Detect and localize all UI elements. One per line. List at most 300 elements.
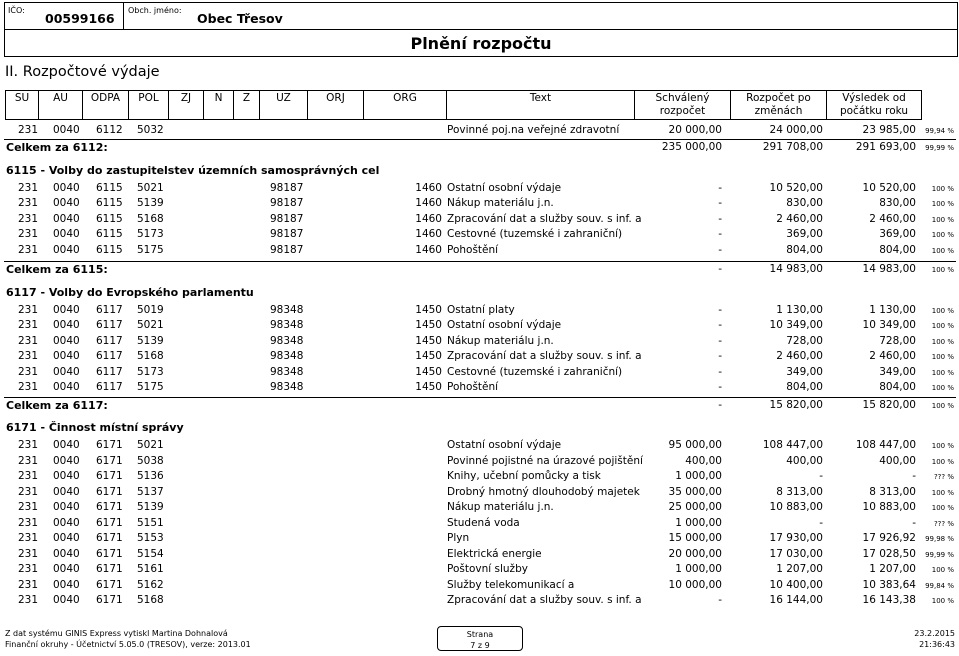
cell-uz: 98348 [270, 335, 304, 347]
table-row [0, 562, 959, 577]
cell-su: 231 [18, 244, 39, 256]
total-schvaleny: - [718, 399, 722, 411]
cell-vysledek: 349,00 [879, 366, 916, 378]
cell-po-zmenach: 804,00 [786, 244, 823, 256]
cell-au: 0040 [53, 228, 80, 240]
total-percent: 100 % [931, 266, 954, 274]
cell-au: 0040 [53, 548, 80, 560]
cell-odpa: 6112 [96, 124, 123, 136]
obec-label: Obch. jméno: [128, 6, 182, 15]
cell-org: 1450 [415, 304, 442, 316]
group-title: 6115 - Volby do zastupitelstev územních samosprávných cel [6, 164, 380, 177]
cell-vysledek: 830,00 [879, 197, 916, 209]
cell-pol: 5153 [137, 532, 164, 544]
cell-text: Povinné poj.na veřejné zdravotní [447, 124, 620, 136]
cell-odpa: 6171 [96, 532, 123, 544]
total-label: Celkem za 6117: [6, 399, 108, 412]
cell-org: 1460 [415, 197, 442, 209]
cell-odpa: 6115 [96, 244, 123, 256]
cell-uz: 98187 [270, 244, 304, 256]
cell-schvaleny: 20 000,00 [668, 548, 722, 560]
cell-text: Elektrická energie [447, 548, 542, 560]
cell-su: 231 [18, 517, 39, 529]
page-value: 7 z 9 [470, 641, 490, 650]
total-label: Celkem za 6112: [6, 141, 108, 154]
cell-au: 0040 [53, 455, 80, 467]
table-row [0, 212, 959, 227]
cell-au: 0040 [53, 366, 80, 378]
cell-odpa: 6117 [96, 350, 123, 362]
cell-po-zmenach: - [819, 470, 823, 482]
cell-su: 231 [18, 213, 39, 225]
cell-percent: 100 % [931, 247, 954, 255]
col-zj: ZJ [169, 91, 204, 119]
footer-right [914, 628, 955, 650]
page-footer [0, 624, 959, 656]
cell-percent: 99,94 % [925, 127, 954, 135]
cell-percent: 100 % [931, 338, 954, 346]
cell-po-zmenach: 728,00 [786, 335, 823, 347]
table-row [0, 454, 959, 469]
cell-su: 231 [18, 197, 39, 209]
table-row [0, 500, 959, 515]
cell-uz: 98348 [270, 366, 304, 378]
cell-po-zmenach: 2 460,00 [776, 350, 823, 362]
cell-au: 0040 [53, 304, 80, 316]
col-z: Z [234, 91, 260, 119]
cell-schvaleny: 1 000,00 [675, 563, 722, 575]
cell-po-zmenach: 10 349,00 [769, 319, 823, 331]
cell-text: Služby telekomunikací a [447, 579, 575, 591]
footer-printed-by: Z dat systému GINIS Express vytiskl Martina Dohnalová [5, 629, 228, 638]
footer-system-version: Finanční okruhy - Účetnictví 5.05.0 (TRESOV), verze: 2013.01 [5, 640, 251, 649]
total-po-zmenach: 15 820,00 [769, 399, 823, 411]
table-row [0, 243, 959, 258]
cell-pol: 5019 [137, 304, 164, 316]
cell-uz: 98348 [270, 381, 304, 393]
cell-schvaleny: 15 000,00 [668, 532, 722, 544]
cell-schvaleny: - [718, 366, 722, 378]
cell-su: 231 [18, 501, 39, 513]
table-row [0, 547, 959, 562]
cell-odpa: 6115 [96, 228, 123, 240]
cell-vysledek: 1 207,00 [869, 563, 916, 575]
col-au: AU [39, 91, 83, 119]
cell-org: 1460 [415, 228, 442, 240]
cell-uz: 98348 [270, 304, 304, 316]
cell-pol: 5154 [137, 548, 164, 560]
cell-au: 0040 [53, 182, 80, 194]
table-row [0, 531, 959, 546]
cell-au: 0040 [53, 335, 80, 347]
cell-text: Zpracování dat a služby souv. s inf. a [447, 594, 642, 606]
cell-pol: 5175 [137, 244, 164, 256]
cell-au: 0040 [53, 501, 80, 513]
cell-schvaleny: - [718, 304, 722, 316]
cell-org: 1460 [415, 182, 442, 194]
total-vysledek: 15 820,00 [862, 399, 916, 411]
cell-vysledek: 400,00 [879, 455, 916, 467]
cell-percent: 100 % [931, 442, 954, 450]
cell-pol: 5168 [137, 594, 164, 606]
cell-po-zmenach: 1 130,00 [776, 304, 823, 316]
cell-po-zmenach: 17 930,00 [769, 532, 823, 544]
cell-org: 1450 [415, 366, 442, 378]
cell-odpa: 6171 [96, 517, 123, 529]
total-vysledek: 14 983,00 [862, 263, 916, 275]
cell-odpa: 6171 [96, 439, 123, 451]
cell-su: 231 [18, 439, 39, 451]
cell-po-zmenach: 369,00 [786, 228, 823, 240]
cell-schvaleny: 95 000,00 [668, 439, 722, 451]
cell-pol: 5162 [137, 579, 164, 591]
cell-vysledek: 804,00 [879, 381, 916, 393]
cell-text: Nákup materiálu j.n. [447, 501, 554, 513]
cell-au: 0040 [53, 197, 80, 209]
total-percent: 99,99 % [925, 144, 954, 152]
cell-po-zmenach: 108 447,00 [762, 439, 823, 451]
cell-schvaleny: - [718, 319, 722, 331]
cell-po-zmenach: 1 207,00 [776, 563, 823, 575]
cell-text: Knihy, učební pomůcky a tisk [447, 470, 601, 482]
cell-vysledek: 728,00 [879, 335, 916, 347]
col-schvaleny: Schválený rozpočet [635, 91, 731, 119]
cell-text: Povinné pojistné na úrazové pojištění [447, 455, 643, 467]
cell-vysledek: 16 143,38 [862, 594, 916, 606]
total-schvaleny: 235 000,00 [661, 141, 722, 153]
cell-schvaleny: - [718, 213, 722, 225]
cell-au: 0040 [53, 244, 80, 256]
table-row [0, 303, 959, 318]
col-su: SU [6, 91, 39, 119]
table-row [0, 593, 959, 608]
cell-au: 0040 [53, 579, 80, 591]
report-title-box [4, 29, 958, 57]
cell-percent: 100 % [931, 384, 954, 392]
cell-text: Cestovné (tuzemské i zahraniční) [447, 228, 623, 240]
cell-schvaleny: 25 000,00 [668, 501, 722, 513]
table-row [0, 196, 959, 211]
cell-schvaleny: 35 000,00 [668, 486, 722, 498]
cell-vysledek: 17 028,50 [862, 548, 916, 560]
cell-au: 0040 [53, 350, 80, 362]
table-row [0, 318, 959, 333]
cell-vysledek: 17 926,92 [862, 532, 916, 544]
cell-percent: 100 % [931, 504, 954, 512]
cell-vysledek: 10 383,64 [862, 579, 916, 591]
cell-odpa: 6171 [96, 470, 123, 482]
cell-vysledek: 10 520,00 [862, 182, 916, 194]
col-org: ORG [364, 91, 447, 119]
cell-su: 231 [18, 335, 39, 347]
cell-text: Cestovné (tuzemské i zahraniční) [447, 366, 623, 378]
table-row [0, 181, 959, 196]
cell-su: 231 [18, 350, 39, 362]
cell-org: 1450 [415, 319, 442, 331]
cell-po-zmenach: 16 144,00 [769, 594, 823, 606]
cell-po-zmenach: 24 000,00 [769, 124, 823, 136]
cell-schvaleny: - [718, 335, 722, 347]
table-row [0, 469, 959, 484]
cell-odpa: 6171 [96, 563, 123, 575]
section-title: II. Rozpočtové výdaje [5, 64, 160, 80]
cell-text: Zpracování dat a služby souv. s inf. a [447, 213, 642, 225]
total-po-zmenach: 291 708,00 [762, 141, 823, 153]
cell-pol: 5137 [137, 486, 164, 498]
cell-su: 231 [18, 366, 39, 378]
cell-su: 231 [18, 455, 39, 467]
cell-vysledek: 23 985,00 [862, 124, 916, 136]
cell-uz: 98348 [270, 350, 304, 362]
cell-au: 0040 [53, 319, 80, 331]
ico-value: 00599166 [45, 11, 115, 26]
cell-schvaleny: 10 000,00 [668, 579, 722, 591]
col-n: N [204, 91, 234, 119]
cell-odpa: 6115 [96, 182, 123, 194]
cell-po-zmenach: 400,00 [786, 455, 823, 467]
total-schvaleny: - [718, 263, 722, 275]
col-vysledek: Výsledek od počátku roku [839, 92, 909, 117]
col-orj: ORJ [308, 91, 364, 119]
cell-uz: 98348 [270, 319, 304, 331]
cell-pol: 5139 [137, 501, 164, 513]
cell-percent: ??? % [933, 520, 954, 528]
table-row [0, 334, 959, 349]
total-percent: 100 % [931, 402, 954, 410]
cell-schvaleny: - [718, 381, 722, 393]
cell-text: Zpracování dat a služby souv. s inf. a [447, 350, 642, 362]
total-vysledek: 291 693,00 [855, 141, 916, 153]
cell-vysledek: 1 130,00 [869, 304, 916, 316]
cell-odpa: 6117 [96, 381, 123, 393]
col-pol: POL [129, 91, 169, 119]
cell-odpa: 6171 [96, 548, 123, 560]
cell-su: 231 [18, 594, 39, 606]
cell-odpa: 6171 [96, 579, 123, 591]
cell-pol: 5021 [137, 319, 164, 331]
cell-su: 231 [18, 228, 39, 240]
cell-odpa: 6117 [96, 335, 123, 347]
cell-au: 0040 [53, 439, 80, 451]
cell-po-zmenach: - [819, 517, 823, 529]
cell-odpa: 6117 [96, 304, 123, 316]
table-row [0, 365, 959, 380]
col-odpa: ODPA [83, 91, 129, 119]
cell-percent: 100 % [931, 322, 954, 330]
cell-vysledek: 10 349,00 [862, 319, 916, 331]
cell-po-zmenach: 349,00 [786, 366, 823, 378]
cell-odpa: 6117 [96, 366, 123, 378]
cell-vysledek: 2 460,00 [869, 213, 916, 225]
cell-percent: 99,84 % [925, 582, 954, 590]
total-row [4, 261, 956, 277]
cell-org: 1450 [415, 381, 442, 393]
cell-percent: 100 % [931, 307, 954, 315]
cell-schvaleny: 400,00 [685, 455, 722, 467]
group-title: 6117 - Volby do Evropského parlamentu [6, 286, 254, 299]
cell-schvaleny: 20 000,00 [668, 124, 722, 136]
cell-vysledek: 369,00 [879, 228, 916, 240]
cell-su: 231 [18, 532, 39, 544]
col-uz: UZ [260, 91, 308, 119]
cell-au: 0040 [53, 381, 80, 393]
cell-percent: 100 % [931, 369, 954, 377]
cell-uz: 98187 [270, 228, 304, 240]
cell-org: 1460 [415, 244, 442, 256]
cell-text: Nákup materiálu j.n. [447, 197, 554, 209]
table-row [0, 438, 959, 453]
cell-text: Ostatní osobní výdaje [447, 319, 562, 331]
cell-au: 0040 [53, 486, 80, 498]
cell-text: Poštovní služby [447, 563, 528, 575]
cell-vysledek: - [912, 517, 916, 529]
cell-au: 0040 [53, 470, 80, 482]
table-row [0, 516, 959, 531]
cell-schvaleny: 1 000,00 [675, 517, 722, 529]
cell-text: Plyn [447, 532, 470, 544]
report-header [4, 2, 958, 30]
cell-schvaleny: - [718, 244, 722, 256]
cell-su: 231 [18, 486, 39, 498]
table-row [0, 227, 959, 242]
cell-vysledek: 2 460,00 [869, 350, 916, 362]
cell-percent: 100 % [931, 458, 954, 466]
print-date: 23.2.2015 [914, 629, 955, 638]
cell-pol: 5161 [137, 563, 164, 575]
table-row [0, 349, 959, 364]
total-po-zmenach: 14 983,00 [769, 263, 823, 275]
cell-vysledek: 108 447,00 [855, 439, 916, 451]
cell-odpa: 6171 [96, 594, 123, 606]
cell-su: 231 [18, 548, 39, 560]
cell-su: 231 [18, 470, 39, 482]
cell-po-zmenach: 10 400,00 [769, 579, 823, 591]
cell-percent: 100 % [931, 489, 954, 497]
cell-odpa: 6171 [96, 486, 123, 498]
table-row [0, 578, 959, 593]
cell-vysledek: - [912, 470, 916, 482]
cell-percent: 100 % [931, 353, 954, 361]
cell-po-zmenach: 17 030,00 [769, 548, 823, 560]
cell-text: Ostatní osobní výdaje [447, 439, 562, 451]
cell-schvaleny: - [718, 594, 722, 606]
cell-percent: 100 % [931, 231, 954, 239]
cell-uz: 98187 [270, 197, 304, 209]
cell-pol: 5038 [137, 455, 164, 467]
cell-schvaleny: - [718, 182, 722, 194]
cell-text: Studená voda [447, 517, 520, 529]
cell-schvaleny: - [718, 197, 722, 209]
cell-percent: 100 % [931, 216, 954, 224]
cell-au: 0040 [53, 517, 80, 529]
cell-pol: 5021 [137, 182, 164, 194]
cell-text: Drobný hmotný dlouhodobý majetek [447, 486, 640, 498]
cell-odpa: 6171 [96, 455, 123, 467]
cell-schvaleny: - [718, 350, 722, 362]
cell-schvaleny: 1 000,00 [675, 470, 722, 482]
cell-po-zmenach: 804,00 [786, 381, 823, 393]
print-time: 21:36:43 [919, 640, 955, 649]
cell-pol: 5173 [137, 366, 164, 378]
column-header [5, 90, 922, 120]
ico-label: IČO: [8, 6, 25, 15]
cell-percent: 100 % [931, 185, 954, 193]
cell-odpa: 6171 [96, 501, 123, 513]
cell-percent: 100 % [931, 597, 954, 605]
cell-pol: 5021 [137, 439, 164, 451]
cell-su: 231 [18, 579, 39, 591]
cell-pol: 5136 [137, 470, 164, 482]
cell-pol: 5139 [137, 335, 164, 347]
total-row [4, 139, 956, 155]
cell-uz: 98187 [270, 213, 304, 225]
cell-vysledek: 10 883,00 [862, 501, 916, 513]
cell-au: 0040 [53, 563, 80, 575]
cell-org: 1460 [415, 213, 442, 225]
cell-po-zmenach: 10 883,00 [769, 501, 823, 513]
obec-value: Obec Třesov [197, 11, 283, 26]
cell-uz: 98187 [270, 182, 304, 194]
cell-su: 231 [18, 304, 39, 316]
cell-vysledek: 8 313,00 [869, 486, 916, 498]
cell-schvaleny: - [718, 228, 722, 240]
cell-au: 0040 [53, 594, 80, 606]
footer-left [5, 628, 251, 650]
cell-su: 231 [18, 563, 39, 575]
cell-su: 231 [18, 182, 39, 194]
cell-org: 1450 [415, 350, 442, 362]
cell-percent: 99,99 % [925, 551, 954, 559]
cell-text: Ostatní osobní výdaje [447, 182, 562, 194]
cell-po-zmenach: 2 460,00 [776, 213, 823, 225]
cell-percent: 100 % [931, 566, 954, 574]
cell-pol: 5168 [137, 350, 164, 362]
cell-po-zmenach: 10 520,00 [769, 182, 823, 194]
cell-text: Pohoštění [447, 381, 499, 393]
cell-pol: 5175 [137, 381, 164, 393]
cell-po-zmenach: 830,00 [786, 197, 823, 209]
cell-su: 231 [18, 319, 39, 331]
table-row [0, 380, 959, 395]
cell-su: 231 [18, 124, 39, 136]
cell-org: 1450 [415, 335, 442, 347]
page-label: Strana [466, 630, 494, 639]
page-number-box [437, 626, 523, 651]
cell-odpa: 6117 [96, 319, 123, 331]
report-title: Plnění rozpočtu [410, 34, 552, 53]
cell-percent: 100 % [931, 200, 954, 208]
col-text: Text [447, 91, 635, 119]
cell-text: Ostatní platy [447, 304, 515, 316]
table-row [0, 485, 959, 500]
total-label: Celkem za 6115: [6, 263, 108, 276]
cell-pol: 5173 [137, 228, 164, 240]
cell-odpa: 6115 [96, 213, 123, 225]
table-row [0, 123, 959, 138]
cell-pol: 5032 [137, 124, 164, 136]
total-row [4, 397, 956, 413]
cell-text: Pohoštění [447, 244, 499, 256]
col-po-zmenach: Rozpočet po změnách [731, 91, 827, 119]
cell-pol: 5168 [137, 213, 164, 225]
cell-po-zmenach: 8 313,00 [776, 486, 823, 498]
cell-vysledek: 804,00 [879, 244, 916, 256]
cell-pol: 5151 [137, 517, 164, 529]
cell-su: 231 [18, 381, 39, 393]
group-title: 6171 - Činnost místní správy [6, 421, 184, 434]
cell-pol: 5139 [137, 197, 164, 209]
cell-au: 0040 [53, 532, 80, 544]
